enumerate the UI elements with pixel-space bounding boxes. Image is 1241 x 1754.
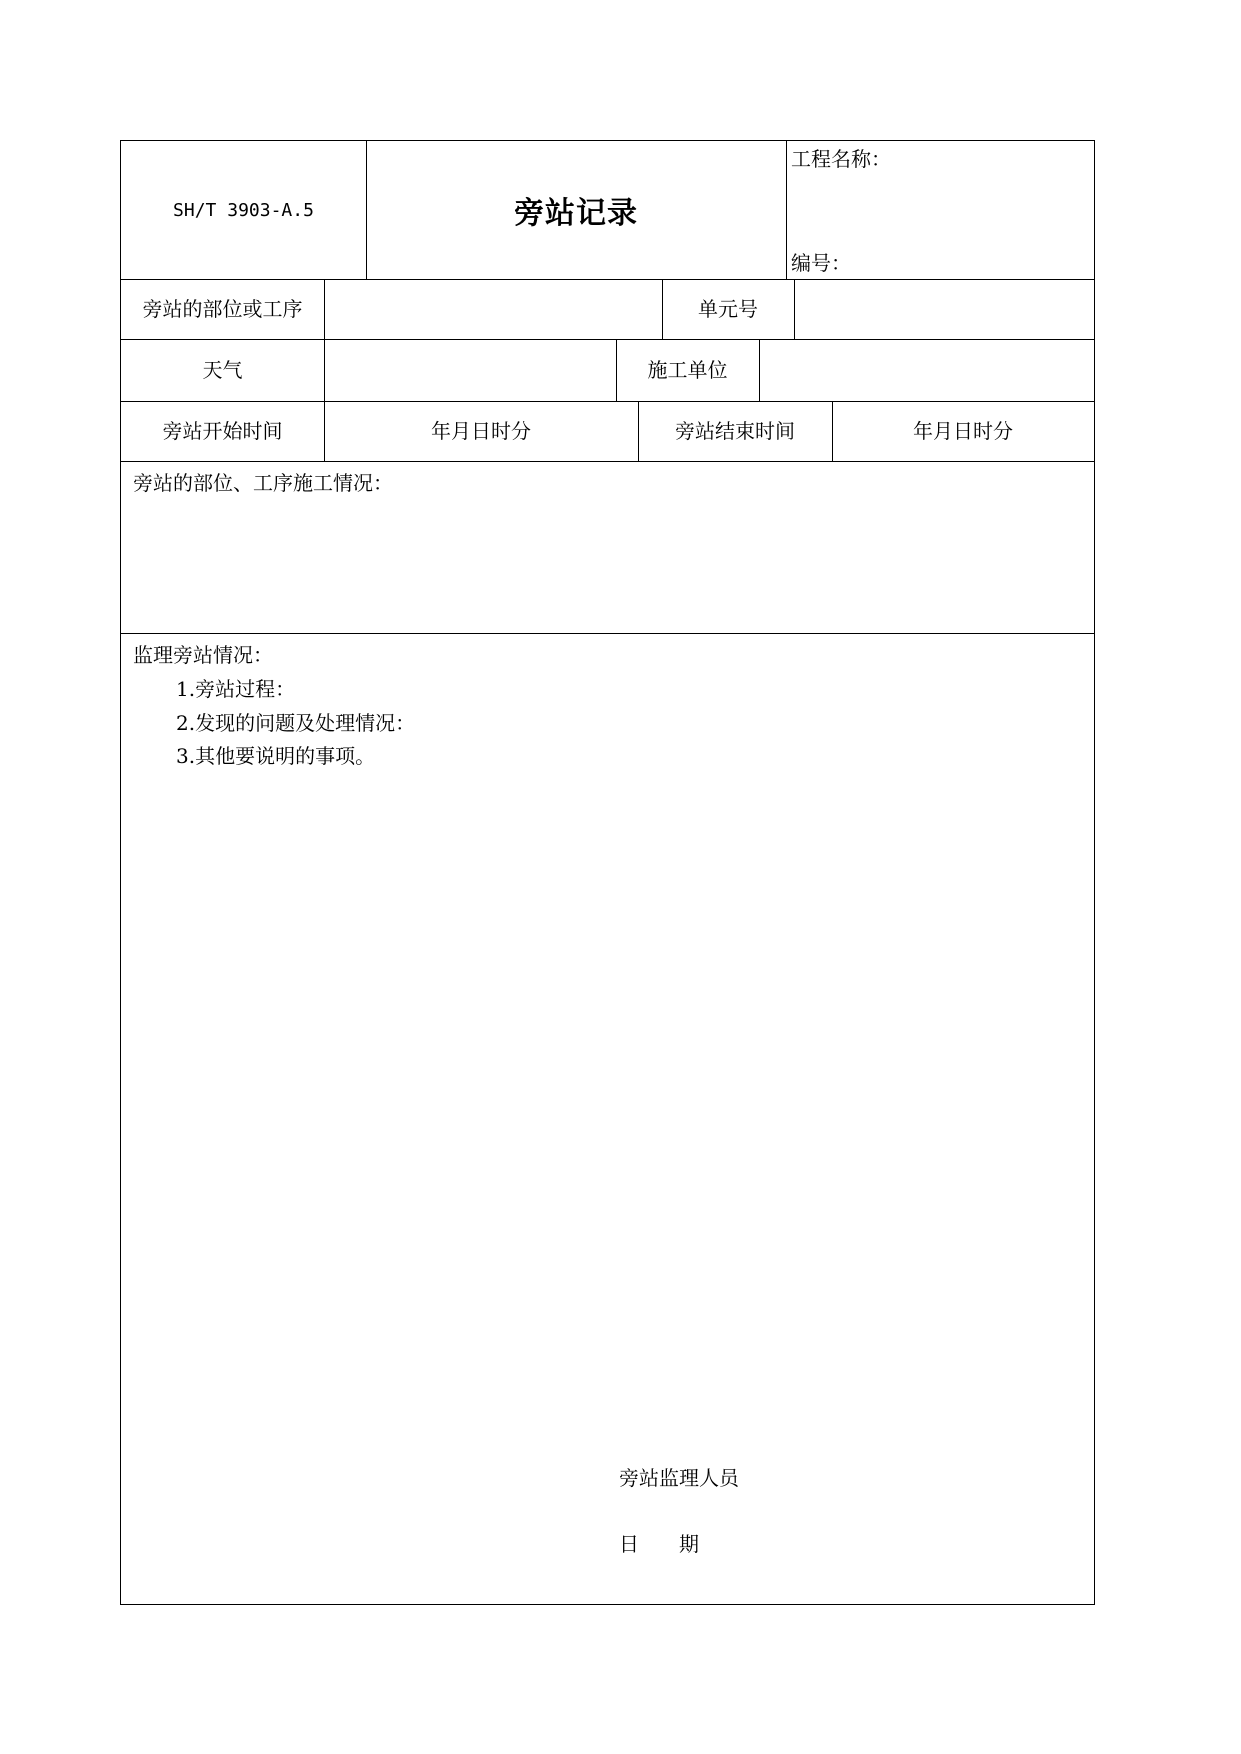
end-time-value-field[interactable] xyxy=(832,401,1094,461)
weather-label: 天气 xyxy=(202,358,243,382)
unit-no-label: 单元号 xyxy=(698,297,758,321)
supervision-item-2: 2.发现的问题及处理情况： xyxy=(176,711,416,735)
end-time-value: 年月日时分 xyxy=(913,419,1013,443)
project-name-label: 工程名称： xyxy=(791,147,891,171)
contractor-value-field[interactable] xyxy=(759,339,1094,401)
construction-heading: 旁站的部位、工序施工情况： xyxy=(133,471,393,495)
number-label: 编号： xyxy=(791,251,851,275)
start-time-value-field[interactable] xyxy=(324,401,638,461)
start-time-label: 旁站开始时间 xyxy=(162,419,283,443)
contractor-label: 施工单位 xyxy=(647,358,728,382)
standard-code: SH/T 3903-A.5 xyxy=(173,199,314,221)
weather-label-cell xyxy=(121,339,324,401)
unit-no-value-field[interactable] xyxy=(794,279,1094,339)
end-time-label: 旁站结束时间 xyxy=(675,419,795,443)
weather-value-field[interactable] xyxy=(324,339,616,401)
standard-code-cell xyxy=(121,141,366,279)
start-time-label-cell xyxy=(121,401,324,461)
contractor-label-cell xyxy=(616,339,759,401)
supervision-heading: 监理旁站情况： xyxy=(133,643,273,667)
side-station-record-form xyxy=(120,140,1095,1605)
divider xyxy=(121,461,1094,462)
title-cell xyxy=(366,141,786,279)
form-title: 旁站记录 xyxy=(514,196,638,231)
supervision-item-3: 3.其他要说明的事项。 xyxy=(176,744,376,768)
end-time-label-cell xyxy=(638,401,832,461)
location-value-field[interactable] xyxy=(324,279,662,339)
start-time-value: 年月日时分 xyxy=(431,419,531,443)
divider xyxy=(121,633,1094,634)
location-label: 旁站的部位或工序 xyxy=(142,297,303,321)
construction-text-area[interactable] xyxy=(121,497,1094,633)
unit-no-label-cell xyxy=(662,279,794,339)
supervision-item-1: 1.旁站过程： xyxy=(176,677,296,701)
inspector-label: 旁站监理人员 xyxy=(619,1466,739,1490)
date-label: 日 期 xyxy=(619,1532,699,1556)
supervision-text-area[interactable] xyxy=(121,771,1094,1391)
location-label-cell xyxy=(121,279,324,339)
divider xyxy=(786,141,787,279)
